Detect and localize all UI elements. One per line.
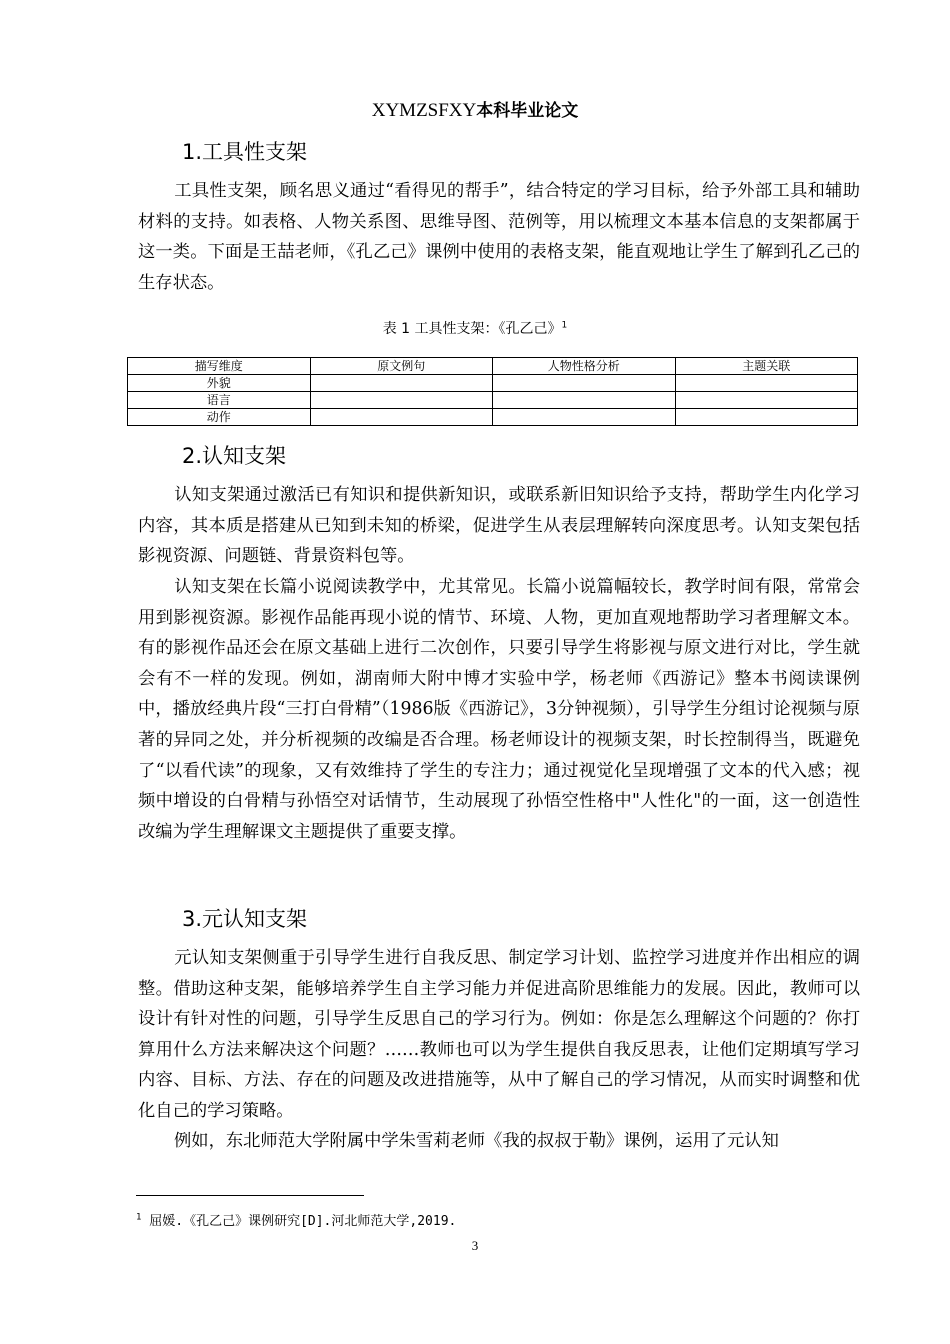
- table-cell: [675, 375, 858, 392]
- paragraph-text: 认知支架在长篇小说阅读教学中，尤其常见。长篇小说篇幅较长，教学时间有限，常常会用到影视资源。影视作品能再现小说的情节、环境、人物，更加直观地帮助学习者理解文本。有的影视作品还会在原文基础上进行二次创作，只要引导学生将影视与原文进行对比，学生就会有不一样的发现。例如，湖南师大附中博才实验中学，杨老师《西游记》整本书阅读课例中，播放经典片段“三打白骨精”（1986版《西游记》，3分钟视频），引导学生分组讨论视频与原著的异同之处，并分析视频的改编是否合理。杨老师设计的视频支架，时长控制得当，既避免了“以看代读”的现象，又有效维持了学生的专注力；通过视觉化呈现增强了文本的代入感；视频中增设的白骨精与孙悟空对话情节，生动展现了孙悟空性格中"人性化"的一面，这一创造性改编为学生理解课文主题提供了重要支撑。: [138, 577, 860, 842]
- header-title: 本科毕业论文: [476, 101, 579, 121]
- caption-footnote-ref: 1: [561, 320, 568, 331]
- table-cell: [493, 375, 676, 392]
- table-header-cell: 原文例句: [310, 358, 493, 375]
- table-caption: [0, 318, 950, 338]
- section-heading-1: 1.工具性支架: [182, 140, 308, 164]
- table-cell: [675, 409, 858, 426]
- scaffold-table: [127, 357, 858, 426]
- section-3-paragraph-2: [138, 1126, 860, 1157]
- footnote: [136, 1210, 456, 1229]
- section-3-paragraph-1: [138, 943, 860, 1127]
- section-heading-2: 2.认知支架: [182, 444, 287, 468]
- footnote-text: 屈媛.《孔乙己》课例研究[D].河北师范大学,2019.: [141, 1214, 457, 1229]
- section-2-paragraph-1: [138, 480, 860, 572]
- table-cell: [310, 375, 493, 392]
- header-latin: XYMZSFXY: [371, 100, 477, 121]
- table-row: [128, 375, 858, 392]
- table-row: [128, 409, 858, 426]
- table-cell: [310, 409, 493, 426]
- table-header-cell: 描写维度: [128, 358, 311, 375]
- table-cell: [675, 392, 858, 409]
- paragraph-text: 例如，东北师范大学附属中学朱雪莉老师《我的叔叔于勒》课例，运用了元认知: [174, 1131, 779, 1151]
- paragraph-text: 元认知支架侧重于引导学生进行自我反思、制定学习计划、监控学习进度并作出相应的调整。借助这种支架，能够培养学生自主学习能力并促进高阶思维能力的发展。因此，教师可以设计有针对性的问题，引导学生反思自己的学习行为。例如：你是怎么理解这个问题的？你打算用什么方法来解决这个问题？……教师也可以为学生提供自我反思表，让他们定期填写学习内容、目标、方法、存在的问题及改进措施等，从中了解自己的学习情况，从而实时调整和优化自己的学习策略。: [138, 948, 860, 1121]
- table-cell: 外貌: [128, 375, 311, 392]
- caption-text: 表 1 工具性支架：《孔乙己》: [382, 321, 562, 337]
- table-row: [128, 392, 858, 409]
- table-cell: [310, 392, 493, 409]
- table-header-cell: 主题关联: [675, 358, 858, 375]
- table-cell: [493, 409, 676, 426]
- page-number: 3: [471, 1238, 479, 1253]
- table-header-cell: 人物性格分析: [493, 358, 676, 375]
- section-1-paragraph-1: [138, 176, 860, 298]
- footnote-divider: [136, 1195, 364, 1196]
- running-header: [0, 96, 950, 122]
- table-cell: [493, 392, 676, 409]
- table-header-row: [128, 358, 858, 375]
- footnote-mark: 1: [136, 1212, 142, 1223]
- paragraph-text: 工具性支架，顾名思义通过“看得见的帮手”，结合特定的学习目标，给予外部工具和辅助材料的支持。如表格、人物关系图、思维导图、范例等，用以梳理文本基本信息的支架都属于这一类。下面是王喆老师，《孔乙己》课例中使用的表格支架，能直观地让学生了解到孔乙己的生存状态。: [138, 181, 860, 293]
- section-2-paragraph-2: [138, 572, 860, 847]
- paragraph-text: 认知支架通过激活已有知识和提供新知识，或联系新旧知识给予支持，帮助学生内化学习内容，其本质是搭建从已知到未知的桥梁，促进学生从表层理解转向深度思考。认知支架包括影视资源、问题链、背景资料包等。: [138, 485, 860, 567]
- section-heading-3: 3.元认知支架: [182, 907, 308, 931]
- table-cell: 语言: [128, 392, 311, 409]
- table-cell: 动作: [128, 409, 311, 426]
